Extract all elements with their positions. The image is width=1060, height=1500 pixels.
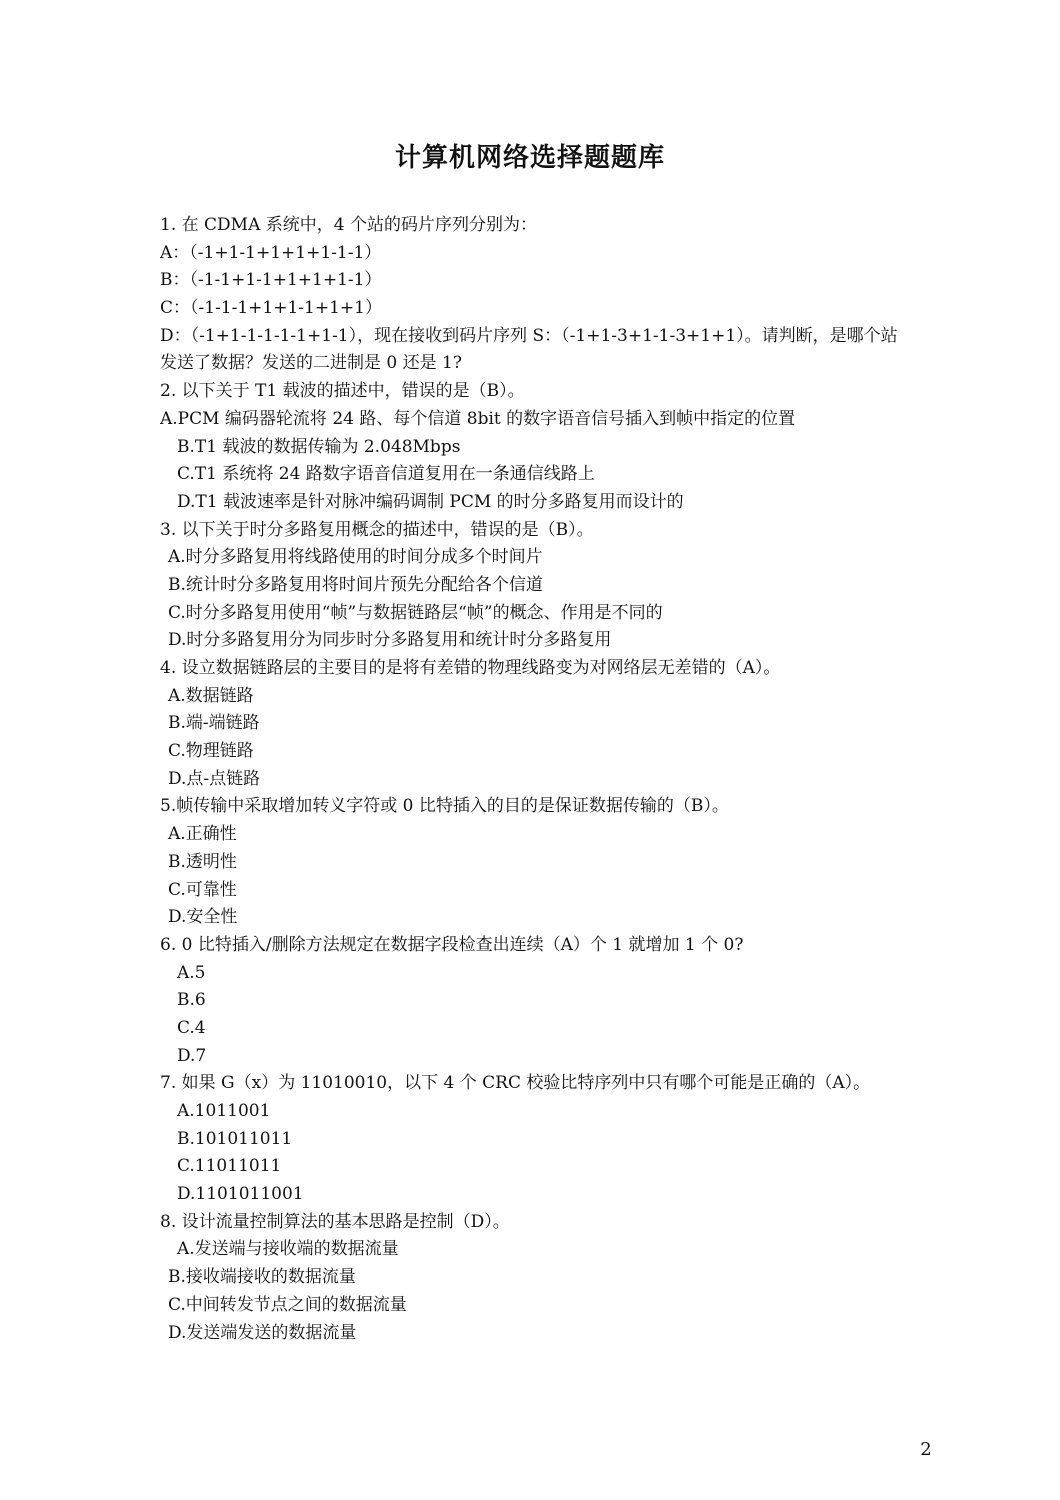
text-line: B.透明性 [168, 851, 237, 872]
text-line: 7. 如果 G（x）为 11010010，以下 4 个 CRC 校验比特序列中只有哪个可能是正确的（A）。 [160, 1073, 871, 1094]
text-line: D.安全性 [168, 907, 238, 928]
page-title: 计算机网络选择题题库 [394, 143, 665, 173]
text-line: A.PCM 编码器轮流将 24 路、每个信道 8bit 的数字语音信号插入到帧中指定的位置 [160, 408, 796, 429]
text-line: D.1101011001 [177, 1184, 304, 1205]
text-line: B.6 [177, 990, 206, 1011]
text-line: B.101011011 [177, 1128, 293, 1149]
text-line: 4. 设立数据链路层的主要目的是将有差错的物理线路变为对网络层无差错的（A）。 [160, 658, 781, 678]
text-line: D：（-1+1-1-1-1-1+1-1），现在接收到码片序列 S：（-1+1-3+1-1-3+1+1）。请判断，是哪个站 [160, 325, 898, 346]
text-line: 1. 在 CDMA 系统中，4 个站的码片序列分别为： [160, 215, 537, 235]
text-line: D.时分多路复用分为同步时分多路复用和统计时分多路复用 [168, 630, 612, 651]
text-line: C.T1 系统将 24 路数字语音信道复用在一条通信线路上 [177, 464, 595, 485]
text-line: A.正确性 [168, 824, 237, 845]
text-line: C.可靠性 [168, 879, 237, 900]
text-line: C.物理链路 [168, 741, 254, 762]
page-number: 2 [920, 1439, 932, 1460]
text-line: B.统计时分多路复用将时间片预先分配给各个信道 [168, 574, 543, 595]
text-line: 发送了数据？发送的二进制是 0 还是 1? [160, 353, 462, 374]
text-line: C.11011011 [177, 1156, 282, 1177]
text-line: C.中间转发节点之间的数据流量 [168, 1294, 407, 1315]
text-line: B.T1 载波的数据传输为 2.048Mbps [177, 436, 461, 457]
text-line: 5.帧传输中采取增加转义字符或 0 比特插入的目的是保证数据传输的（B）。 [160, 796, 729, 817]
text-line: A：（-1+1-1+1+1+1-1-1） [160, 242, 382, 263]
text-line: A.时分多路复用将线路使用的时间分成多个时间片 [168, 547, 543, 568]
text-line: A.1011001 [177, 1101, 271, 1121]
text-line: D.7 [177, 1045, 207, 1066]
text-line: B：（-1-1+1-1+1+1+1-1） [160, 270, 382, 291]
text-line: B.端-端链路 [168, 713, 260, 734]
text-line: A.数据链路 [168, 685, 254, 706]
text-line: B.接收端接收的数据流量 [168, 1267, 356, 1288]
text-line: 3. 以下关于时分多路复用概念的描述中，错误的是（B）。 [160, 519, 594, 540]
text-line: A.5 [177, 962, 206, 983]
text-line: 2. 以下关于 T1 载波的描述中，错误的是（B）。 [160, 381, 525, 402]
text-line: C.时分多路复用使用“帧”与数据链路层“帧”的概念、作用是不同的 [168, 602, 663, 623]
question-list [160, 212, 920, 1347]
text-line: 8. 设计流量控制算法的基本思路是控制（D）。 [160, 1211, 510, 1232]
text-line: D.点-点链路 [168, 768, 261, 789]
text-line: C：（-1-1-1+1+1-1+1+1） [160, 298, 382, 319]
text-line: D.T1 载波速率是针对脉冲编码调制 PCM 的时分多路复用而设计的 [177, 491, 684, 512]
text-line: 6. 0 比特插入/删除方法规定在数据字段检查出连续（A）个 1 就增加 1 个 0? [160, 934, 744, 955]
text-line: A.发送端与接收端的数据流量 [177, 1239, 399, 1260]
text-line: D.发送端发送的数据流量 [168, 1322, 357, 1343]
text-line: C.4 [177, 1017, 206, 1038]
